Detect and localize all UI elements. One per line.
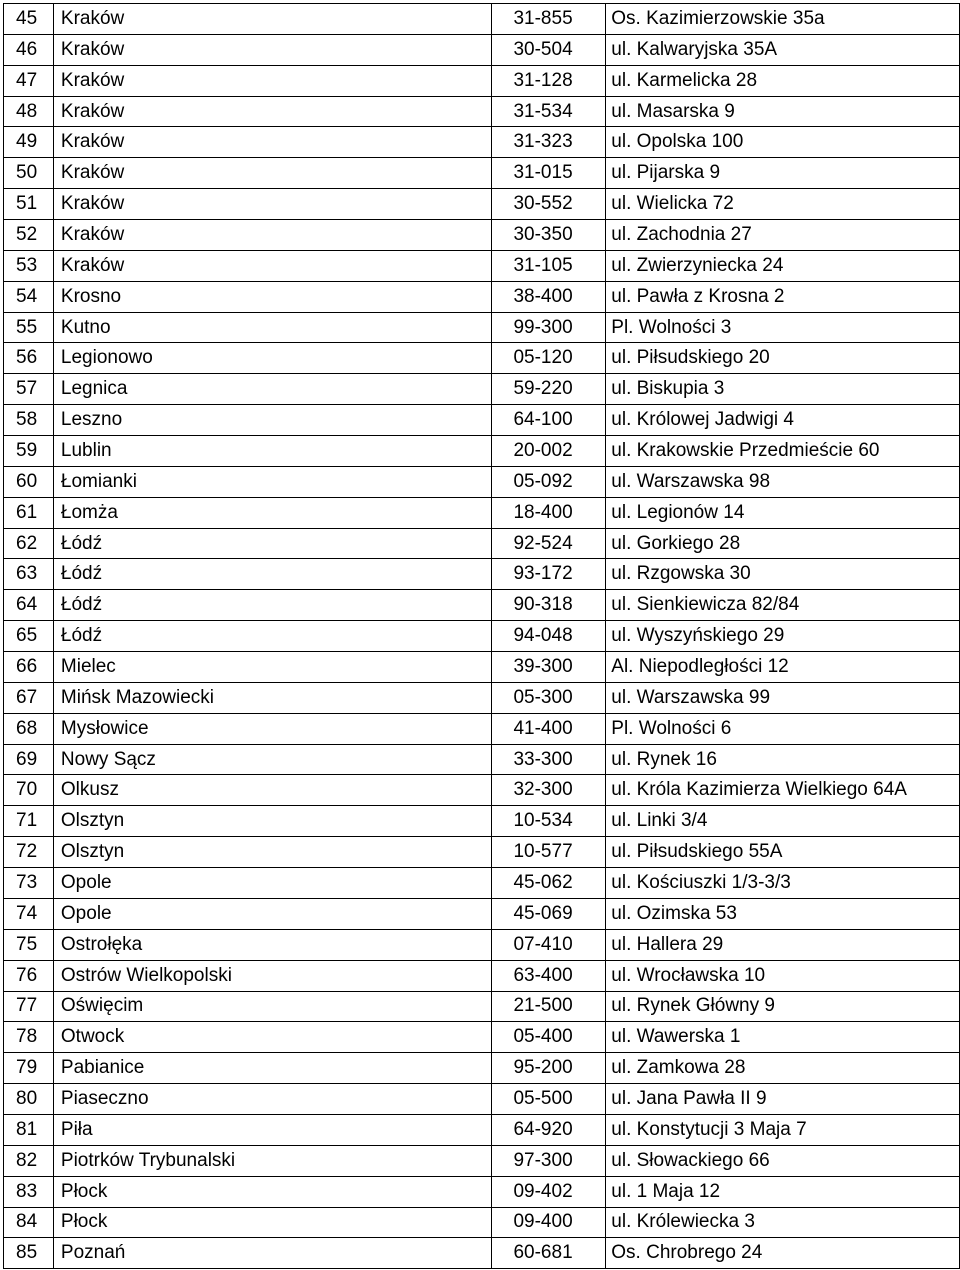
postal-code-cell: 30-552 xyxy=(492,189,606,220)
city-cell: Pabianice xyxy=(53,1053,492,1084)
table-row xyxy=(4,868,960,899)
city-cell: Mysłowice xyxy=(53,713,492,744)
postal-code-cell: 38-400 xyxy=(492,281,606,312)
address-table-body xyxy=(4,4,960,1269)
street-address-cell: ul. Wielicka 72 xyxy=(606,189,960,220)
table-row xyxy=(4,652,960,683)
postal-code-cell: 41-400 xyxy=(492,713,606,744)
postal-code-cell: 07-410 xyxy=(492,929,606,960)
city-cell: Łódź xyxy=(53,590,492,621)
row-number-cell: 63 xyxy=(4,559,54,590)
street-address-cell: ul. Zwierzyniecka 24 xyxy=(606,250,960,281)
table-row xyxy=(4,682,960,713)
postal-code-cell: 18-400 xyxy=(492,497,606,528)
city-cell: Kraków xyxy=(53,158,492,189)
postal-code-cell: 21-500 xyxy=(492,991,606,1022)
postal-code-cell: 31-323 xyxy=(492,127,606,158)
street-address-cell: ul. Wawerska 1 xyxy=(606,1022,960,1053)
row-number-cell: 54 xyxy=(4,281,54,312)
city-cell: Płock xyxy=(53,1207,492,1238)
city-cell: Mielec xyxy=(53,652,492,683)
row-number-cell: 48 xyxy=(4,96,54,127)
street-address-cell: ul. Rzgowska 30 xyxy=(606,559,960,590)
city-cell: Ostrów Wielkopolski xyxy=(53,960,492,991)
table-row xyxy=(4,312,960,343)
city-cell: Kraków xyxy=(53,4,492,35)
row-number-cell: 47 xyxy=(4,65,54,96)
row-number-cell: 85 xyxy=(4,1238,54,1269)
city-cell: Legnica xyxy=(53,374,492,405)
city-cell: Łódź xyxy=(53,559,492,590)
table-row xyxy=(4,528,960,559)
row-number-cell: 66 xyxy=(4,652,54,683)
city-cell: Piła xyxy=(53,1114,492,1145)
row-number-cell: 50 xyxy=(4,158,54,189)
street-address-cell: ul. Piłsudskiego 55A xyxy=(606,837,960,868)
row-number-cell: 74 xyxy=(4,898,54,929)
row-number-cell: 60 xyxy=(4,466,54,497)
table-row xyxy=(4,1176,960,1207)
street-address-cell: Os. Kazimierzowskie 35a xyxy=(606,4,960,35)
table-row xyxy=(4,1084,960,1115)
row-number-cell: 49 xyxy=(4,127,54,158)
table-row xyxy=(4,65,960,96)
city-cell: Legionowo xyxy=(53,343,492,374)
table-row xyxy=(4,34,960,65)
postal-code-cell: 31-534 xyxy=(492,96,606,127)
row-number-cell: 81 xyxy=(4,1114,54,1145)
address-table xyxy=(3,3,960,1269)
row-number-cell: 64 xyxy=(4,590,54,621)
city-cell: Opole xyxy=(53,868,492,899)
city-cell: Łódź xyxy=(53,621,492,652)
city-cell: Mińsk Mazowiecki xyxy=(53,682,492,713)
table-row xyxy=(4,960,960,991)
postal-code-cell: 63-400 xyxy=(492,960,606,991)
row-number-cell: 53 xyxy=(4,250,54,281)
table-row xyxy=(4,127,960,158)
row-number-cell: 70 xyxy=(4,775,54,806)
table-row xyxy=(4,189,960,220)
postal-code-cell: 93-172 xyxy=(492,559,606,590)
city-cell: Kraków xyxy=(53,65,492,96)
postal-code-cell: 97-300 xyxy=(492,1145,606,1176)
row-number-cell: 46 xyxy=(4,34,54,65)
table-row xyxy=(4,929,960,960)
row-number-cell: 76 xyxy=(4,960,54,991)
postal-code-cell: 31-128 xyxy=(492,65,606,96)
street-address-cell: ul. Rynek 16 xyxy=(606,744,960,775)
address-table-container xyxy=(3,3,960,1269)
street-address-cell: Os. Chrobrego 24 xyxy=(606,1238,960,1269)
postal-code-cell: 33-300 xyxy=(492,744,606,775)
street-address-cell: ul. Biskupia 3 xyxy=(606,374,960,405)
postal-code-cell: 10-577 xyxy=(492,837,606,868)
row-number-cell: 68 xyxy=(4,713,54,744)
row-number-cell: 55 xyxy=(4,312,54,343)
street-address-cell: ul. Sienkiewicza 82/84 xyxy=(606,590,960,621)
table-row xyxy=(4,621,960,652)
postal-code-cell: 09-402 xyxy=(492,1176,606,1207)
row-number-cell: 78 xyxy=(4,1022,54,1053)
street-address-cell: ul. Masarska 9 xyxy=(606,96,960,127)
postal-code-cell: 31-015 xyxy=(492,158,606,189)
city-cell: Krosno xyxy=(53,281,492,312)
postal-code-cell: 05-400 xyxy=(492,1022,606,1053)
city-cell: Leszno xyxy=(53,405,492,436)
postal-code-cell: 45-062 xyxy=(492,868,606,899)
table-row xyxy=(4,775,960,806)
street-address-cell: ul. Słowackiego 66 xyxy=(606,1145,960,1176)
city-cell: Kraków xyxy=(53,34,492,65)
city-cell: Kraków xyxy=(53,127,492,158)
table-row xyxy=(4,837,960,868)
street-address-cell: ul. Piłsudskiego 20 xyxy=(606,343,960,374)
table-row xyxy=(4,806,960,837)
table-row xyxy=(4,405,960,436)
postal-code-cell: 32-300 xyxy=(492,775,606,806)
table-row xyxy=(4,898,960,929)
postal-code-cell: 20-002 xyxy=(492,436,606,467)
table-row xyxy=(4,497,960,528)
city-cell: Lublin xyxy=(53,436,492,467)
street-address-cell: ul. Ozimska 53 xyxy=(606,898,960,929)
row-number-cell: 57 xyxy=(4,374,54,405)
row-number-cell: 51 xyxy=(4,189,54,220)
postal-code-cell: 45-069 xyxy=(492,898,606,929)
street-address-cell: ul. 1 Maja 12 xyxy=(606,1176,960,1207)
table-row xyxy=(4,4,960,35)
table-row xyxy=(4,466,960,497)
city-cell: Poznań xyxy=(53,1238,492,1269)
table-row xyxy=(4,713,960,744)
row-number-cell: 59 xyxy=(4,436,54,467)
city-cell: Kutno xyxy=(53,312,492,343)
city-cell: Opole xyxy=(53,898,492,929)
table-row xyxy=(4,1053,960,1084)
row-number-cell: 80 xyxy=(4,1084,54,1115)
postal-code-cell: 92-524 xyxy=(492,528,606,559)
street-address-cell: ul. Konstytucji 3 Maja 7 xyxy=(606,1114,960,1145)
row-number-cell: 77 xyxy=(4,991,54,1022)
street-address-cell: Pl. Wolności 3 xyxy=(606,312,960,343)
postal-code-cell: 05-092 xyxy=(492,466,606,497)
street-address-cell: ul. Karmelicka 28 xyxy=(606,65,960,96)
row-number-cell: 72 xyxy=(4,837,54,868)
postal-code-cell: 05-120 xyxy=(492,343,606,374)
row-number-cell: 58 xyxy=(4,405,54,436)
street-address-cell: ul. Zamkowa 28 xyxy=(606,1053,960,1084)
city-cell: Łódź xyxy=(53,528,492,559)
city-cell: Łomianki xyxy=(53,466,492,497)
city-cell: Ostrołęka xyxy=(53,929,492,960)
city-cell: Olsztyn xyxy=(53,806,492,837)
street-address-cell: ul. Królowej Jadwigi 4 xyxy=(606,405,960,436)
table-row xyxy=(4,1022,960,1053)
table-row xyxy=(4,1145,960,1176)
city-cell: Oświęcim xyxy=(53,991,492,1022)
street-address-cell: ul. Legionów 14 xyxy=(606,497,960,528)
postal-code-cell: 94-048 xyxy=(492,621,606,652)
city-cell: Piotrków Trybunalski xyxy=(53,1145,492,1176)
table-row xyxy=(4,96,960,127)
city-cell: Kraków xyxy=(53,250,492,281)
city-cell: Otwock xyxy=(53,1022,492,1053)
street-address-cell: Al. Niepodległości 12 xyxy=(606,652,960,683)
row-number-cell: 83 xyxy=(4,1176,54,1207)
row-number-cell: 73 xyxy=(4,868,54,899)
postal-code-cell: 64-100 xyxy=(492,405,606,436)
row-number-cell: 65 xyxy=(4,621,54,652)
table-row xyxy=(4,158,960,189)
postal-code-cell: 39-300 xyxy=(492,652,606,683)
table-row xyxy=(4,1114,960,1145)
postal-code-cell: 30-504 xyxy=(492,34,606,65)
postal-code-cell: 31-105 xyxy=(492,250,606,281)
street-address-cell: ul. Wyszyńskiego 29 xyxy=(606,621,960,652)
row-number-cell: 84 xyxy=(4,1207,54,1238)
postal-code-cell: 30-350 xyxy=(492,220,606,251)
table-row xyxy=(4,220,960,251)
city-cell: Olsztyn xyxy=(53,837,492,868)
city-cell: Olkusz xyxy=(53,775,492,806)
street-address-cell: ul. Gorkiego 28 xyxy=(606,528,960,559)
row-number-cell: 69 xyxy=(4,744,54,775)
postal-code-cell: 90-318 xyxy=(492,590,606,621)
table-row xyxy=(4,343,960,374)
postal-code-cell: 10-534 xyxy=(492,806,606,837)
row-number-cell: 79 xyxy=(4,1053,54,1084)
postal-code-cell: 99-300 xyxy=(492,312,606,343)
row-number-cell: 52 xyxy=(4,220,54,251)
row-number-cell: 67 xyxy=(4,682,54,713)
street-address-cell: ul. Warszawska 99 xyxy=(606,682,960,713)
row-number-cell: 82 xyxy=(4,1145,54,1176)
street-address-cell: ul. Kalwaryjska 35A xyxy=(606,34,960,65)
street-address-cell: ul. Jana Pawła II 9 xyxy=(606,1084,960,1115)
city-cell: Nowy Sącz xyxy=(53,744,492,775)
postal-code-cell: 59-220 xyxy=(492,374,606,405)
row-number-cell: 56 xyxy=(4,343,54,374)
postal-code-cell: 60-681 xyxy=(492,1238,606,1269)
table-row xyxy=(4,590,960,621)
street-address-cell: ul. Opolska 100 xyxy=(606,127,960,158)
city-cell: Kraków xyxy=(53,189,492,220)
postal-code-cell: 05-500 xyxy=(492,1084,606,1115)
postal-code-cell: 09-400 xyxy=(492,1207,606,1238)
street-address-cell: ul. Pawła z Krosna 2 xyxy=(606,281,960,312)
street-address-cell: ul. Kościuszki 1/3-3/3 xyxy=(606,868,960,899)
street-address-cell: ul. Zachodnia 27 xyxy=(606,220,960,251)
table-row xyxy=(4,374,960,405)
street-address-cell: ul. Warszawska 98 xyxy=(606,466,960,497)
row-number-cell: 75 xyxy=(4,929,54,960)
street-address-cell: ul. Linki 3/4 xyxy=(606,806,960,837)
street-address-cell: ul. Pijarska 9 xyxy=(606,158,960,189)
table-row xyxy=(4,250,960,281)
row-number-cell: 71 xyxy=(4,806,54,837)
street-address-cell: ul. Hallera 29 xyxy=(606,929,960,960)
street-address-cell: ul. Krakowskie Przedmieście 60 xyxy=(606,436,960,467)
city-cell: Płock xyxy=(53,1176,492,1207)
row-number-cell: 45 xyxy=(4,4,54,35)
city-cell: Łomża xyxy=(53,497,492,528)
table-row xyxy=(4,1207,960,1238)
city-cell: Kraków xyxy=(53,220,492,251)
table-row xyxy=(4,991,960,1022)
postal-code-cell: 31-855 xyxy=(492,4,606,35)
table-row xyxy=(4,281,960,312)
city-cell: Kraków xyxy=(53,96,492,127)
table-row xyxy=(4,559,960,590)
street-address-cell: Pl. Wolności 6 xyxy=(606,713,960,744)
postal-code-cell: 05-300 xyxy=(492,682,606,713)
street-address-cell: ul. Wrocławska 10 xyxy=(606,960,960,991)
row-number-cell: 61 xyxy=(4,497,54,528)
postal-code-cell: 95-200 xyxy=(492,1053,606,1084)
city-cell: Piaseczno xyxy=(53,1084,492,1115)
street-address-cell: ul. Królewiecka 3 xyxy=(606,1207,960,1238)
table-row xyxy=(4,744,960,775)
postal-code-cell: 64-920 xyxy=(492,1114,606,1145)
street-address-cell: ul. Rynek Główny 9 xyxy=(606,991,960,1022)
row-number-cell: 62 xyxy=(4,528,54,559)
table-row xyxy=(4,436,960,467)
street-address-cell: ul. Króla Kazimierza Wielkiego 64A xyxy=(606,775,960,806)
table-row xyxy=(4,1238,960,1269)
